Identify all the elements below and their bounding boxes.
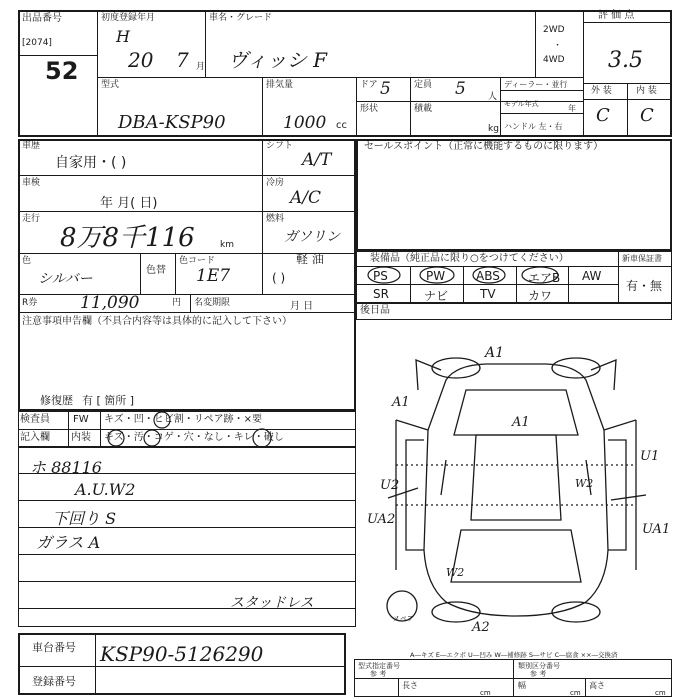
color-code-label: 色コード xyxy=(179,256,216,266)
drive-2wd: 2WD xyxy=(543,25,565,35)
damage-mark-a1-top: A1 xyxy=(485,345,505,361)
color-value: シルバー xyxy=(38,271,93,287)
diagram-legend: A―キズ E―エクボ U―凹み W―補修跡 S―サビ C―腐食 ××―交換済 xyxy=(410,651,618,659)
category-label: 類別区分番号 xyxy=(518,662,560,670)
equipment-item-tv: TV xyxy=(480,287,496,301)
damage-mark-u1: U1 xyxy=(640,449,660,464)
displacement-unit: cc xyxy=(336,120,347,131)
reg-expiry-value: 月 日 xyxy=(290,301,314,312)
repair-value: 有 [ 箇所 ] xyxy=(82,394,135,407)
name-grade-value: ヴィッシ F xyxy=(228,48,328,72)
damage-mark-ua2: UA2 xyxy=(367,512,396,527)
displacement-value: 1000 xyxy=(283,113,327,133)
recycle-label: R券 xyxy=(22,298,38,308)
damage-mark-a2: A2 xyxy=(472,620,490,635)
damage-mark-a1-roof: A1 xyxy=(512,415,530,430)
shape-label: 形状 xyxy=(360,104,379,114)
inspector-note-4: ガラス A xyxy=(36,533,101,552)
damage-mark-w2-door: W2 xyxy=(575,477,594,490)
recycle-unit: 円 xyxy=(172,298,182,308)
length-unit: cm xyxy=(480,689,491,697)
name-grade-label: 車名・グレード xyxy=(209,13,273,23)
lot-label: 出品番号 xyxy=(22,13,62,24)
reg-expiry-label: 名変期限 xyxy=(194,298,231,308)
shift-value: A/T xyxy=(302,150,332,170)
registration-label: 登録番号 xyxy=(32,675,76,688)
model-year-label: モデル年式 xyxy=(504,100,539,108)
inspection-value: 年 月( 日) xyxy=(100,196,158,211)
month-unit: 月 xyxy=(196,62,206,72)
width-unit: cm xyxy=(570,689,581,697)
year-unit: 年 xyxy=(568,104,576,113)
year-value: 20 xyxy=(128,48,154,72)
equipment-item-aw: AW xyxy=(582,269,602,283)
handle-label: ハンドル 左・右 xyxy=(504,122,563,131)
interior-insp-label: 内装 xyxy=(71,432,91,443)
interior-insp-text: キズ・汚・コゲ・穴・なし・キレ・破し xyxy=(104,432,284,443)
fuel-label: 燃料 xyxy=(266,214,285,224)
equipment-circles xyxy=(356,251,672,303)
later-frame xyxy=(356,303,672,320)
equipment-item-sr: SR xyxy=(373,287,389,301)
color-change-label: 色替 xyxy=(146,265,166,276)
load-label: 積載 xyxy=(414,104,433,114)
designation-ref: 参 考 xyxy=(370,670,387,678)
inspection-label: 車検 xyxy=(22,178,41,188)
model-label: 型式 xyxy=(101,80,120,90)
height-label: 高さ xyxy=(589,681,605,690)
later-label: 後日品 xyxy=(360,305,390,316)
notes-label: 注意事項申告欄（不具合内容等は具体的に記入して下さい） xyxy=(22,316,292,327)
height-unit: cm xyxy=(655,689,666,697)
equipment-item-navi: ナビ xyxy=(424,289,449,303)
equipment-header: 装備品（純正品に限り○をつけてください） xyxy=(370,253,569,264)
load-unit: kg xyxy=(488,124,499,134)
warranty-value: 有・無 xyxy=(626,279,663,293)
warranty-label: 新車保証書 xyxy=(622,254,662,263)
month-value: 7 xyxy=(176,48,189,72)
dealer-label: ディーラー・並行 xyxy=(504,80,568,89)
inspector-note-3: 下回り S xyxy=(52,509,117,528)
width-label: 幅 xyxy=(518,681,526,690)
color-label: 色 xyxy=(22,256,32,266)
damage-mark-u2: U2 xyxy=(380,478,400,493)
mileage-unit: km xyxy=(220,240,234,250)
color-code-value: 1E7 xyxy=(196,266,231,286)
fw-label: FW xyxy=(73,414,89,425)
spare-label: スペア xyxy=(393,615,414,623)
sales-frame xyxy=(356,139,672,251)
capacity-label: 定員 xyxy=(414,80,433,90)
exterior-label: 外 装 xyxy=(591,86,612,96)
drive-dot: ・ xyxy=(553,41,563,51)
diagram-bottom-note: スタッドレス xyxy=(230,595,314,611)
category-ref: 参 考 xyxy=(530,670,547,678)
doors-value: 5 xyxy=(380,79,391,99)
lot-number: 52 xyxy=(45,57,79,85)
equipment-item-pw: PW xyxy=(426,269,446,283)
shift-label: シフト xyxy=(266,141,294,151)
repair-label: 修復歴 xyxy=(40,394,73,407)
equipment-item-ps: PS xyxy=(373,269,388,283)
doors-label: ドア xyxy=(360,80,378,90)
chassis-value: KSP90-5126290 xyxy=(100,642,264,666)
ac-value: A/C xyxy=(290,188,322,208)
score-value: 3.5 xyxy=(608,48,643,73)
fuel-value: ガソリン xyxy=(284,229,340,245)
equipment-item-leather: カワ xyxy=(528,289,553,303)
history-value: 自家用・( ) xyxy=(55,155,127,171)
interior-label: 内 装 xyxy=(636,86,657,96)
score-label: 評 価 点 xyxy=(598,10,635,21)
lot-sub: [2074] xyxy=(22,38,52,48)
equipment-item-abs: ABS xyxy=(476,269,500,283)
damage-mark-ua1: UA1 xyxy=(642,522,671,537)
inspector-label-1: 検査員 xyxy=(20,414,50,425)
first-reg-label: 初度登録年月 xyxy=(101,13,156,23)
displacement-label: 排気量 xyxy=(266,80,294,90)
damage-mark-a1-left: A1 xyxy=(392,395,410,410)
inspector-note-1: ホ 88116 xyxy=(30,458,102,477)
capacity-value: 5 xyxy=(455,79,466,99)
length-label: 長さ xyxy=(402,681,418,690)
fw-text: キズ・凹・ヒビ割・リペア跡・×要 xyxy=(104,414,262,425)
exterior-value: C xyxy=(596,105,610,126)
inspector-circles xyxy=(100,411,356,447)
sales-points-label: セールスポイント（正常に機能するものに限ります） xyxy=(364,141,604,152)
equipment-item-airbag: エアB xyxy=(528,271,561,285)
mileage-label: 走行 xyxy=(22,214,41,224)
model-value: DBA-KSP90 xyxy=(118,112,226,133)
recycle-value: 11,090 xyxy=(80,293,140,313)
inspector-label-2: 記入欄 xyxy=(20,432,50,443)
mileage-value: 8万8千116 xyxy=(60,223,195,253)
car-damage-diagram xyxy=(356,320,672,640)
ac-label: 冷房 xyxy=(266,178,285,188)
damage-mark-w2-rear: W2 xyxy=(446,566,465,579)
drive-4wd: 4WD xyxy=(543,55,565,65)
fuel-paren: ( ) xyxy=(272,271,286,285)
interior-value: C xyxy=(640,105,654,126)
inspector-note-2: A.U.W2 xyxy=(75,480,136,499)
history-label: 車歴 xyxy=(22,141,41,151)
chassis-label: 車台番号 xyxy=(32,641,76,654)
designation-label: 型式指定番号 xyxy=(358,662,400,670)
era-value: H xyxy=(116,27,130,46)
capacity-unit: 人 xyxy=(488,92,498,102)
fuel-alt: 軽 油 xyxy=(296,252,324,266)
